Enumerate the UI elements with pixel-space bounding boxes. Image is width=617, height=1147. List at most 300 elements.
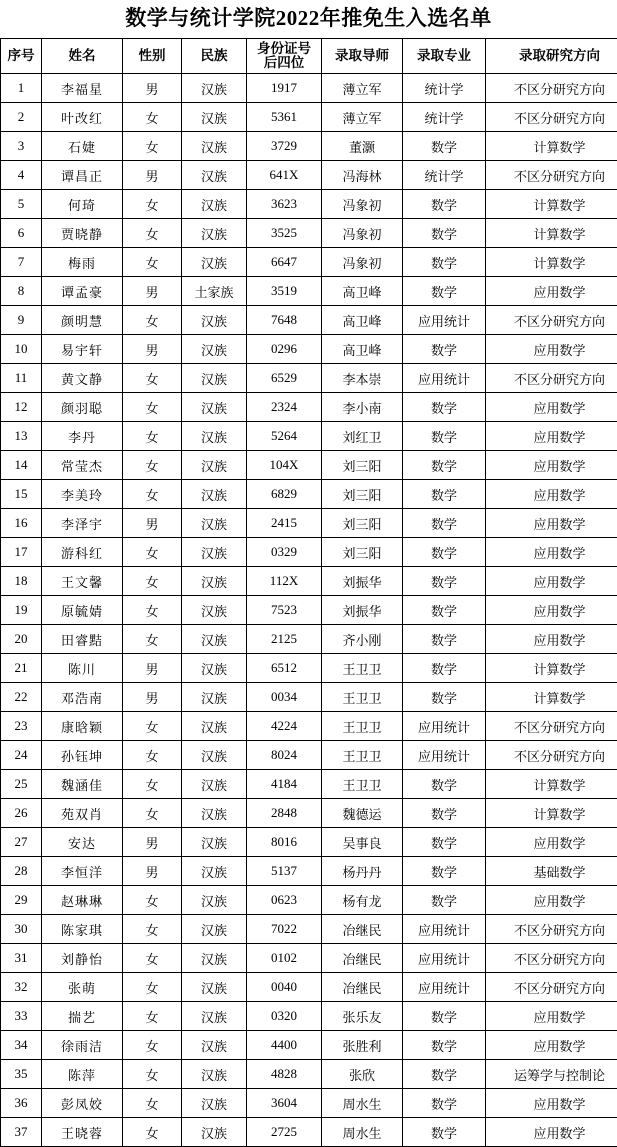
cell-index: 20 <box>1 625 42 654</box>
cell-gender: 女 <box>123 886 182 915</box>
table-row <box>1 828 617 857</box>
cell-name: 孙钰坤 <box>42 741 123 770</box>
table-row <box>1 364 617 393</box>
cell-advisor: 李本崇 <box>322 364 403 393</box>
cell-gender: 女 <box>123 1118 182 1147</box>
cell-major: 数学 <box>403 480 486 509</box>
cell-index: 12 <box>1 393 42 422</box>
table-row <box>1 132 617 161</box>
cell-name: 王文馨 <box>42 567 123 596</box>
cell-ethnicity: 汉族 <box>182 799 247 828</box>
cell-direction: 不区分研究方向 <box>486 712 617 741</box>
table-row <box>1 74 617 103</box>
cell-name: 谭昌正 <box>42 161 123 190</box>
cell-direction: 应用数学 <box>486 509 617 538</box>
cell-advisor: 刘三阳 <box>322 451 403 480</box>
cell-index: 28 <box>1 857 42 886</box>
cell-gender: 女 <box>123 1002 182 1031</box>
cell-id-last4: 3604 <box>247 1089 322 1118</box>
cell-index: 3 <box>1 132 42 161</box>
cell-direction: 不区分研究方向 <box>486 915 617 944</box>
column-header-major: 录取专业 <box>403 39 486 74</box>
cell-ethnicity: 汉族 <box>182 1060 247 1089</box>
cell-direction: 计算数学 <box>486 190 617 219</box>
cell-ethnicity: 汉族 <box>182 625 247 654</box>
cell-gender: 女 <box>123 1031 182 1060</box>
cell-id-last4: 0623 <box>247 886 322 915</box>
cell-id-last4: 2725 <box>247 1118 322 1147</box>
cell-name: 赵琳琳 <box>42 886 123 915</box>
cell-ethnicity: 汉族 <box>182 306 247 335</box>
cell-gender: 女 <box>123 219 182 248</box>
column-header-gender: 性别 <box>123 39 182 74</box>
cell-direction: 计算数学 <box>486 132 617 161</box>
cell-ethnicity: 汉族 <box>182 1089 247 1118</box>
cell-advisor: 冶继民 <box>322 915 403 944</box>
cell-id-last4: 7022 <box>247 915 322 944</box>
cell-name: 李泽宇 <box>42 509 123 538</box>
cell-major: 应用统计 <box>403 364 486 393</box>
table-row <box>1 422 617 451</box>
cell-advisor: 冯海林 <box>322 161 403 190</box>
cell-direction: 计算数学 <box>486 248 617 277</box>
cell-id-last4: 2125 <box>247 625 322 654</box>
table-row <box>1 973 617 1002</box>
cell-ethnicity: 土家族 <box>182 277 247 306</box>
cell-direction: 不区分研究方向 <box>486 944 617 973</box>
cell-index: 35 <box>1 1060 42 1089</box>
table-row <box>1 857 617 886</box>
cell-id-last4: 2324 <box>247 393 322 422</box>
cell-direction: 计算数学 <box>486 770 617 799</box>
cell-name: 李福星 <box>42 74 123 103</box>
cell-index: 36 <box>1 1089 42 1118</box>
cell-major: 数学 <box>403 451 486 480</box>
cell-name: 陈萍 <box>42 1060 123 1089</box>
cell-major: 数学 <box>403 219 486 248</box>
cell-major: 数学 <box>403 1089 486 1118</box>
cell-index: 18 <box>1 567 42 596</box>
cell-index: 29 <box>1 886 42 915</box>
cell-ethnicity: 汉族 <box>182 509 247 538</box>
cell-major: 数学 <box>403 1118 486 1147</box>
cell-advisor: 王卫卫 <box>322 712 403 741</box>
cell-gender: 女 <box>123 190 182 219</box>
cell-index: 9 <box>1 306 42 335</box>
cell-advisor: 冶继民 <box>322 973 403 1002</box>
cell-id-last4: 7523 <box>247 596 322 625</box>
cell-ethnicity: 汉族 <box>182 248 247 277</box>
cell-ethnicity: 汉族 <box>182 944 247 973</box>
cell-major: 数学 <box>403 277 486 306</box>
cell-direction: 应用数学 <box>486 567 617 596</box>
table-row <box>1 219 617 248</box>
cell-major: 应用统计 <box>403 712 486 741</box>
cell-ethnicity: 汉族 <box>182 161 247 190</box>
cell-index: 19 <box>1 596 42 625</box>
cell-direction: 应用数学 <box>486 1002 617 1031</box>
cell-gender: 女 <box>123 422 182 451</box>
cell-ethnicity: 汉族 <box>182 538 247 567</box>
cell-name: 李恒洋 <box>42 857 123 886</box>
cell-advisor: 王卫卫 <box>322 654 403 683</box>
cell-advisor: 刘三阳 <box>322 538 403 567</box>
cell-advisor: 吴事良 <box>322 828 403 857</box>
cell-gender: 女 <box>123 1060 182 1089</box>
cell-ethnicity: 汉族 <box>182 683 247 712</box>
cell-direction: 计算数学 <box>486 683 617 712</box>
cell-advisor: 薄立军 <box>322 74 403 103</box>
table-row <box>1 451 617 480</box>
cell-name: 陈川 <box>42 654 123 683</box>
cell-gender: 女 <box>123 306 182 335</box>
cell-major: 数学 <box>403 1060 486 1089</box>
table-row <box>1 277 617 306</box>
cell-direction: 应用数学 <box>486 480 617 509</box>
cell-major: 应用统计 <box>403 973 486 1002</box>
cell-index: 32 <box>1 973 42 1002</box>
cell-index: 23 <box>1 712 42 741</box>
cell-ethnicity: 汉族 <box>182 132 247 161</box>
cell-name: 康晗颖 <box>42 712 123 741</box>
table-row <box>1 712 617 741</box>
cell-gender: 女 <box>123 973 182 1002</box>
cell-gender: 男 <box>123 277 182 306</box>
cell-direction: 应用数学 <box>486 596 617 625</box>
cell-major: 数学 <box>403 393 486 422</box>
cell-ethnicity: 汉族 <box>182 915 247 944</box>
cell-index: 5 <box>1 190 42 219</box>
cell-name: 揣艺 <box>42 1002 123 1031</box>
column-header-name: 姓名 <box>42 39 123 74</box>
cell-major: 数学 <box>403 857 486 886</box>
cell-ethnicity: 汉族 <box>182 712 247 741</box>
cell-major: 数学 <box>403 596 486 625</box>
cell-ethnicity: 汉族 <box>182 190 247 219</box>
cell-gender: 男 <box>123 74 182 103</box>
cell-ethnicity: 汉族 <box>182 973 247 1002</box>
cell-advisor: 杨丹丹 <box>322 857 403 886</box>
cell-advisor: 张胜利 <box>322 1031 403 1060</box>
cell-major: 统计学 <box>403 161 486 190</box>
cell-ethnicity: 汉族 <box>182 335 247 364</box>
cell-gender: 女 <box>123 799 182 828</box>
column-header-direction: 录取研究方向 <box>486 39 617 74</box>
cell-index: 14 <box>1 451 42 480</box>
table-body <box>1 74 617 1147</box>
cell-advisor: 刘振华 <box>322 596 403 625</box>
cell-ethnicity: 汉族 <box>182 770 247 799</box>
table-row <box>1 161 617 190</box>
cell-name: 梅雨 <box>42 248 123 277</box>
table-row <box>1 596 617 625</box>
page-title: 数学与统计学院2022年推免生入选名单 <box>0 0 617 38</box>
cell-id-last4: 2848 <box>247 799 322 828</box>
cell-direction: 计算数学 <box>486 219 617 248</box>
cell-name: 颜羽聪 <box>42 393 123 422</box>
cell-name: 徐雨洁 <box>42 1031 123 1060</box>
cell-id-last4: 8024 <box>247 741 322 770</box>
cell-id-last4: 3519 <box>247 277 322 306</box>
cell-index: 7 <box>1 248 42 277</box>
cell-major: 应用统计 <box>403 944 486 973</box>
cell-name: 田睿黠 <box>42 625 123 654</box>
cell-name: 张萌 <box>42 973 123 1002</box>
cell-id-last4: 104X <box>247 451 322 480</box>
table-row <box>1 480 617 509</box>
cell-direction: 应用数学 <box>486 538 617 567</box>
cell-major: 数学 <box>403 248 486 277</box>
cell-major: 数学 <box>403 625 486 654</box>
cell-major: 数学 <box>403 509 486 538</box>
cell-name: 谭孟豪 <box>42 277 123 306</box>
cell-index: 34 <box>1 1031 42 1060</box>
cell-advisor: 董灏 <box>322 132 403 161</box>
table-row <box>1 625 617 654</box>
cell-ethnicity: 汉族 <box>182 1118 247 1147</box>
cell-direction: 应用数学 <box>486 451 617 480</box>
cell-ethnicity: 汉族 <box>182 393 247 422</box>
cell-ethnicity: 汉族 <box>182 451 247 480</box>
cell-advisor: 王卫卫 <box>322 683 403 712</box>
cell-index: 26 <box>1 799 42 828</box>
table-row <box>1 509 617 538</box>
cell-major: 数学 <box>403 654 486 683</box>
cell-ethnicity: 汉族 <box>182 654 247 683</box>
cell-major: 数学 <box>403 190 486 219</box>
table-row <box>1 1031 617 1060</box>
cell-gender: 女 <box>123 364 182 393</box>
cell-advisor: 齐小刚 <box>322 625 403 654</box>
cell-direction: 运筹学与控制论 <box>486 1060 617 1089</box>
column-header-id-last4 <box>247 39 322 74</box>
cell-ethnicity: 汉族 <box>182 422 247 451</box>
cell-direction: 不区分研究方向 <box>486 161 617 190</box>
cell-id-last4: 0320 <box>247 1002 322 1031</box>
cell-major: 应用统计 <box>403 306 486 335</box>
table-row <box>1 1002 617 1031</box>
cell-id-last4: 3525 <box>247 219 322 248</box>
table-row <box>1 654 617 683</box>
cell-gender: 女 <box>123 1089 182 1118</box>
cell-id-last4: 4828 <box>247 1060 322 1089</box>
cell-advisor: 刘振华 <box>322 567 403 596</box>
cell-major: 数学 <box>403 828 486 857</box>
cell-ethnicity: 汉族 <box>182 103 247 132</box>
cell-direction: 不区分研究方向 <box>486 103 617 132</box>
cell-gender: 女 <box>123 915 182 944</box>
cell-direction: 应用数学 <box>486 886 617 915</box>
cell-direction: 基础数学 <box>486 857 617 886</box>
cell-gender: 女 <box>123 944 182 973</box>
cell-index: 21 <box>1 654 42 683</box>
table-row <box>1 1089 617 1118</box>
cell-direction: 不区分研究方向 <box>486 973 617 1002</box>
cell-gender: 女 <box>123 712 182 741</box>
cell-id-last4: 3729 <box>247 132 322 161</box>
table-row <box>1 538 617 567</box>
cell-index: 8 <box>1 277 42 306</box>
cell-gender: 男 <box>123 161 182 190</box>
cell-advisor: 王卫卫 <box>322 741 403 770</box>
cell-major: 数学 <box>403 335 486 364</box>
column-header-advisor: 录取导师 <box>322 39 403 74</box>
table-row <box>1 103 617 132</box>
table-row <box>1 915 617 944</box>
cell-id-last4: 5137 <box>247 857 322 886</box>
cell-advisor: 张乐友 <box>322 1002 403 1031</box>
cell-direction: 应用数学 <box>486 1118 617 1147</box>
cell-name: 叶改红 <box>42 103 123 132</box>
cell-ethnicity: 汉族 <box>182 1031 247 1060</box>
cell-index: 31 <box>1 944 42 973</box>
table-row <box>1 799 617 828</box>
cell-name: 魏涵佳 <box>42 770 123 799</box>
cell-name: 何琦 <box>42 190 123 219</box>
cell-ethnicity: 汉族 <box>182 219 247 248</box>
cell-advisor: 杨有龙 <box>322 886 403 915</box>
cell-name: 颜明慧 <box>42 306 123 335</box>
cell-major: 数学 <box>403 886 486 915</box>
cell-name: 常莹杰 <box>42 451 123 480</box>
table-row <box>1 335 617 364</box>
cell-index: 27 <box>1 828 42 857</box>
cell-advisor: 薄立军 <box>322 103 403 132</box>
cell-ethnicity: 汉族 <box>182 364 247 393</box>
cell-ethnicity: 汉族 <box>182 480 247 509</box>
cell-name: 石婕 <box>42 132 123 161</box>
cell-index: 1 <box>1 74 42 103</box>
table-row <box>1 1060 617 1089</box>
cell-direction: 应用数学 <box>486 277 617 306</box>
cell-gender: 女 <box>123 770 182 799</box>
cell-gender: 男 <box>123 654 182 683</box>
cell-advisor: 张欣 <box>322 1060 403 1089</box>
cell-name: 邓浩南 <box>42 683 123 712</box>
cell-major: 数学 <box>403 799 486 828</box>
cell-gender: 女 <box>123 393 182 422</box>
cell-gender: 女 <box>123 567 182 596</box>
cell-major: 数学 <box>403 567 486 596</box>
cell-name: 贾晓静 <box>42 219 123 248</box>
table-row <box>1 1118 617 1147</box>
cell-ethnicity: 汉族 <box>182 741 247 770</box>
cell-advisor: 高卫峰 <box>322 335 403 364</box>
cell-id-last4: 0102 <box>247 944 322 973</box>
cell-index: 13 <box>1 422 42 451</box>
cell-ethnicity: 汉族 <box>182 596 247 625</box>
cell-advisor: 冯象初 <box>322 190 403 219</box>
cell-direction: 计算数学 <box>486 799 617 828</box>
cell-direction: 计算数学 <box>486 654 617 683</box>
cell-name: 陈家琪 <box>42 915 123 944</box>
cell-direction: 应用数学 <box>486 393 617 422</box>
cell-id-last4: 641X <box>247 161 322 190</box>
cell-ethnicity: 汉族 <box>182 1002 247 1031</box>
cell-index: 4 <box>1 161 42 190</box>
cell-major: 数学 <box>403 538 486 567</box>
cell-id-last4: 4224 <box>247 712 322 741</box>
cell-ethnicity: 汉族 <box>182 857 247 886</box>
cell-index: 11 <box>1 364 42 393</box>
cell-gender: 女 <box>123 741 182 770</box>
cell-direction: 不区分研究方向 <box>486 74 617 103</box>
cell-major: 数学 <box>403 1002 486 1031</box>
cell-id-last4: 0040 <box>247 973 322 1002</box>
cell-name: 原毓婧 <box>42 596 123 625</box>
cell-advisor: 周水生 <box>322 1089 403 1118</box>
table-row <box>1 393 617 422</box>
cell-direction: 不区分研究方向 <box>486 741 617 770</box>
cell-direction: 应用数学 <box>486 1031 617 1060</box>
cell-index: 30 <box>1 915 42 944</box>
cell-major: 统计学 <box>403 74 486 103</box>
table-row <box>1 741 617 770</box>
cell-index: 22 <box>1 683 42 712</box>
cell-id-last4: 2415 <box>247 509 322 538</box>
cell-major: 应用统计 <box>403 915 486 944</box>
cell-id-last4: 112X <box>247 567 322 596</box>
cell-gender: 男 <box>123 683 182 712</box>
cell-advisor: 刘三阳 <box>322 509 403 538</box>
cell-gender: 女 <box>123 480 182 509</box>
cell-id-last4: 6529 <box>247 364 322 393</box>
cell-advisor: 冯象初 <box>322 248 403 277</box>
cell-id-last4: 4184 <box>247 770 322 799</box>
cell-direction: 应用数学 <box>486 828 617 857</box>
cell-name: 苑双肖 <box>42 799 123 828</box>
cell-advisor: 刘红卫 <box>322 422 403 451</box>
column-header-id-line1: 身份证号 <box>257 42 311 56</box>
table-row <box>1 770 617 799</box>
cell-gender: 女 <box>123 596 182 625</box>
cell-direction: 应用数学 <box>486 422 617 451</box>
cell-gender: 女 <box>123 625 182 654</box>
cell-ethnicity: 汉族 <box>182 74 247 103</box>
cell-gender: 女 <box>123 538 182 567</box>
cell-advisor: 周水生 <box>322 1118 403 1147</box>
cell-gender: 女 <box>123 451 182 480</box>
cell-advisor: 王卫卫 <box>322 770 403 799</box>
cell-id-last4: 0034 <box>247 683 322 712</box>
roster-table <box>0 38 617 1147</box>
header-row <box>1 39 617 74</box>
cell-direction: 不区分研究方向 <box>486 364 617 393</box>
cell-id-last4: 0329 <box>247 538 322 567</box>
cell-name: 彭凤姣 <box>42 1089 123 1118</box>
cell-gender: 男 <box>123 828 182 857</box>
table-row <box>1 248 617 277</box>
cell-name: 李丹 <box>42 422 123 451</box>
cell-id-last4: 8016 <box>247 828 322 857</box>
cell-advisor: 魏德运 <box>322 799 403 828</box>
column-header-ethnicity: 民族 <box>182 39 247 74</box>
cell-ethnicity: 汉族 <box>182 886 247 915</box>
cell-index: 10 <box>1 335 42 364</box>
cell-advisor: 李小南 <box>322 393 403 422</box>
cell-gender: 男 <box>123 857 182 886</box>
cell-ethnicity: 汉族 <box>182 828 247 857</box>
cell-id-last4: 4400 <box>247 1031 322 1060</box>
cell-gender: 男 <box>123 509 182 538</box>
cell-index: 33 <box>1 1002 42 1031</box>
cell-major: 统计学 <box>403 103 486 132</box>
cell-advisor: 高卫峰 <box>322 306 403 335</box>
table-row <box>1 190 617 219</box>
cell-direction: 应用数学 <box>486 1089 617 1118</box>
cell-advisor: 冶继民 <box>322 944 403 973</box>
table-row <box>1 567 617 596</box>
